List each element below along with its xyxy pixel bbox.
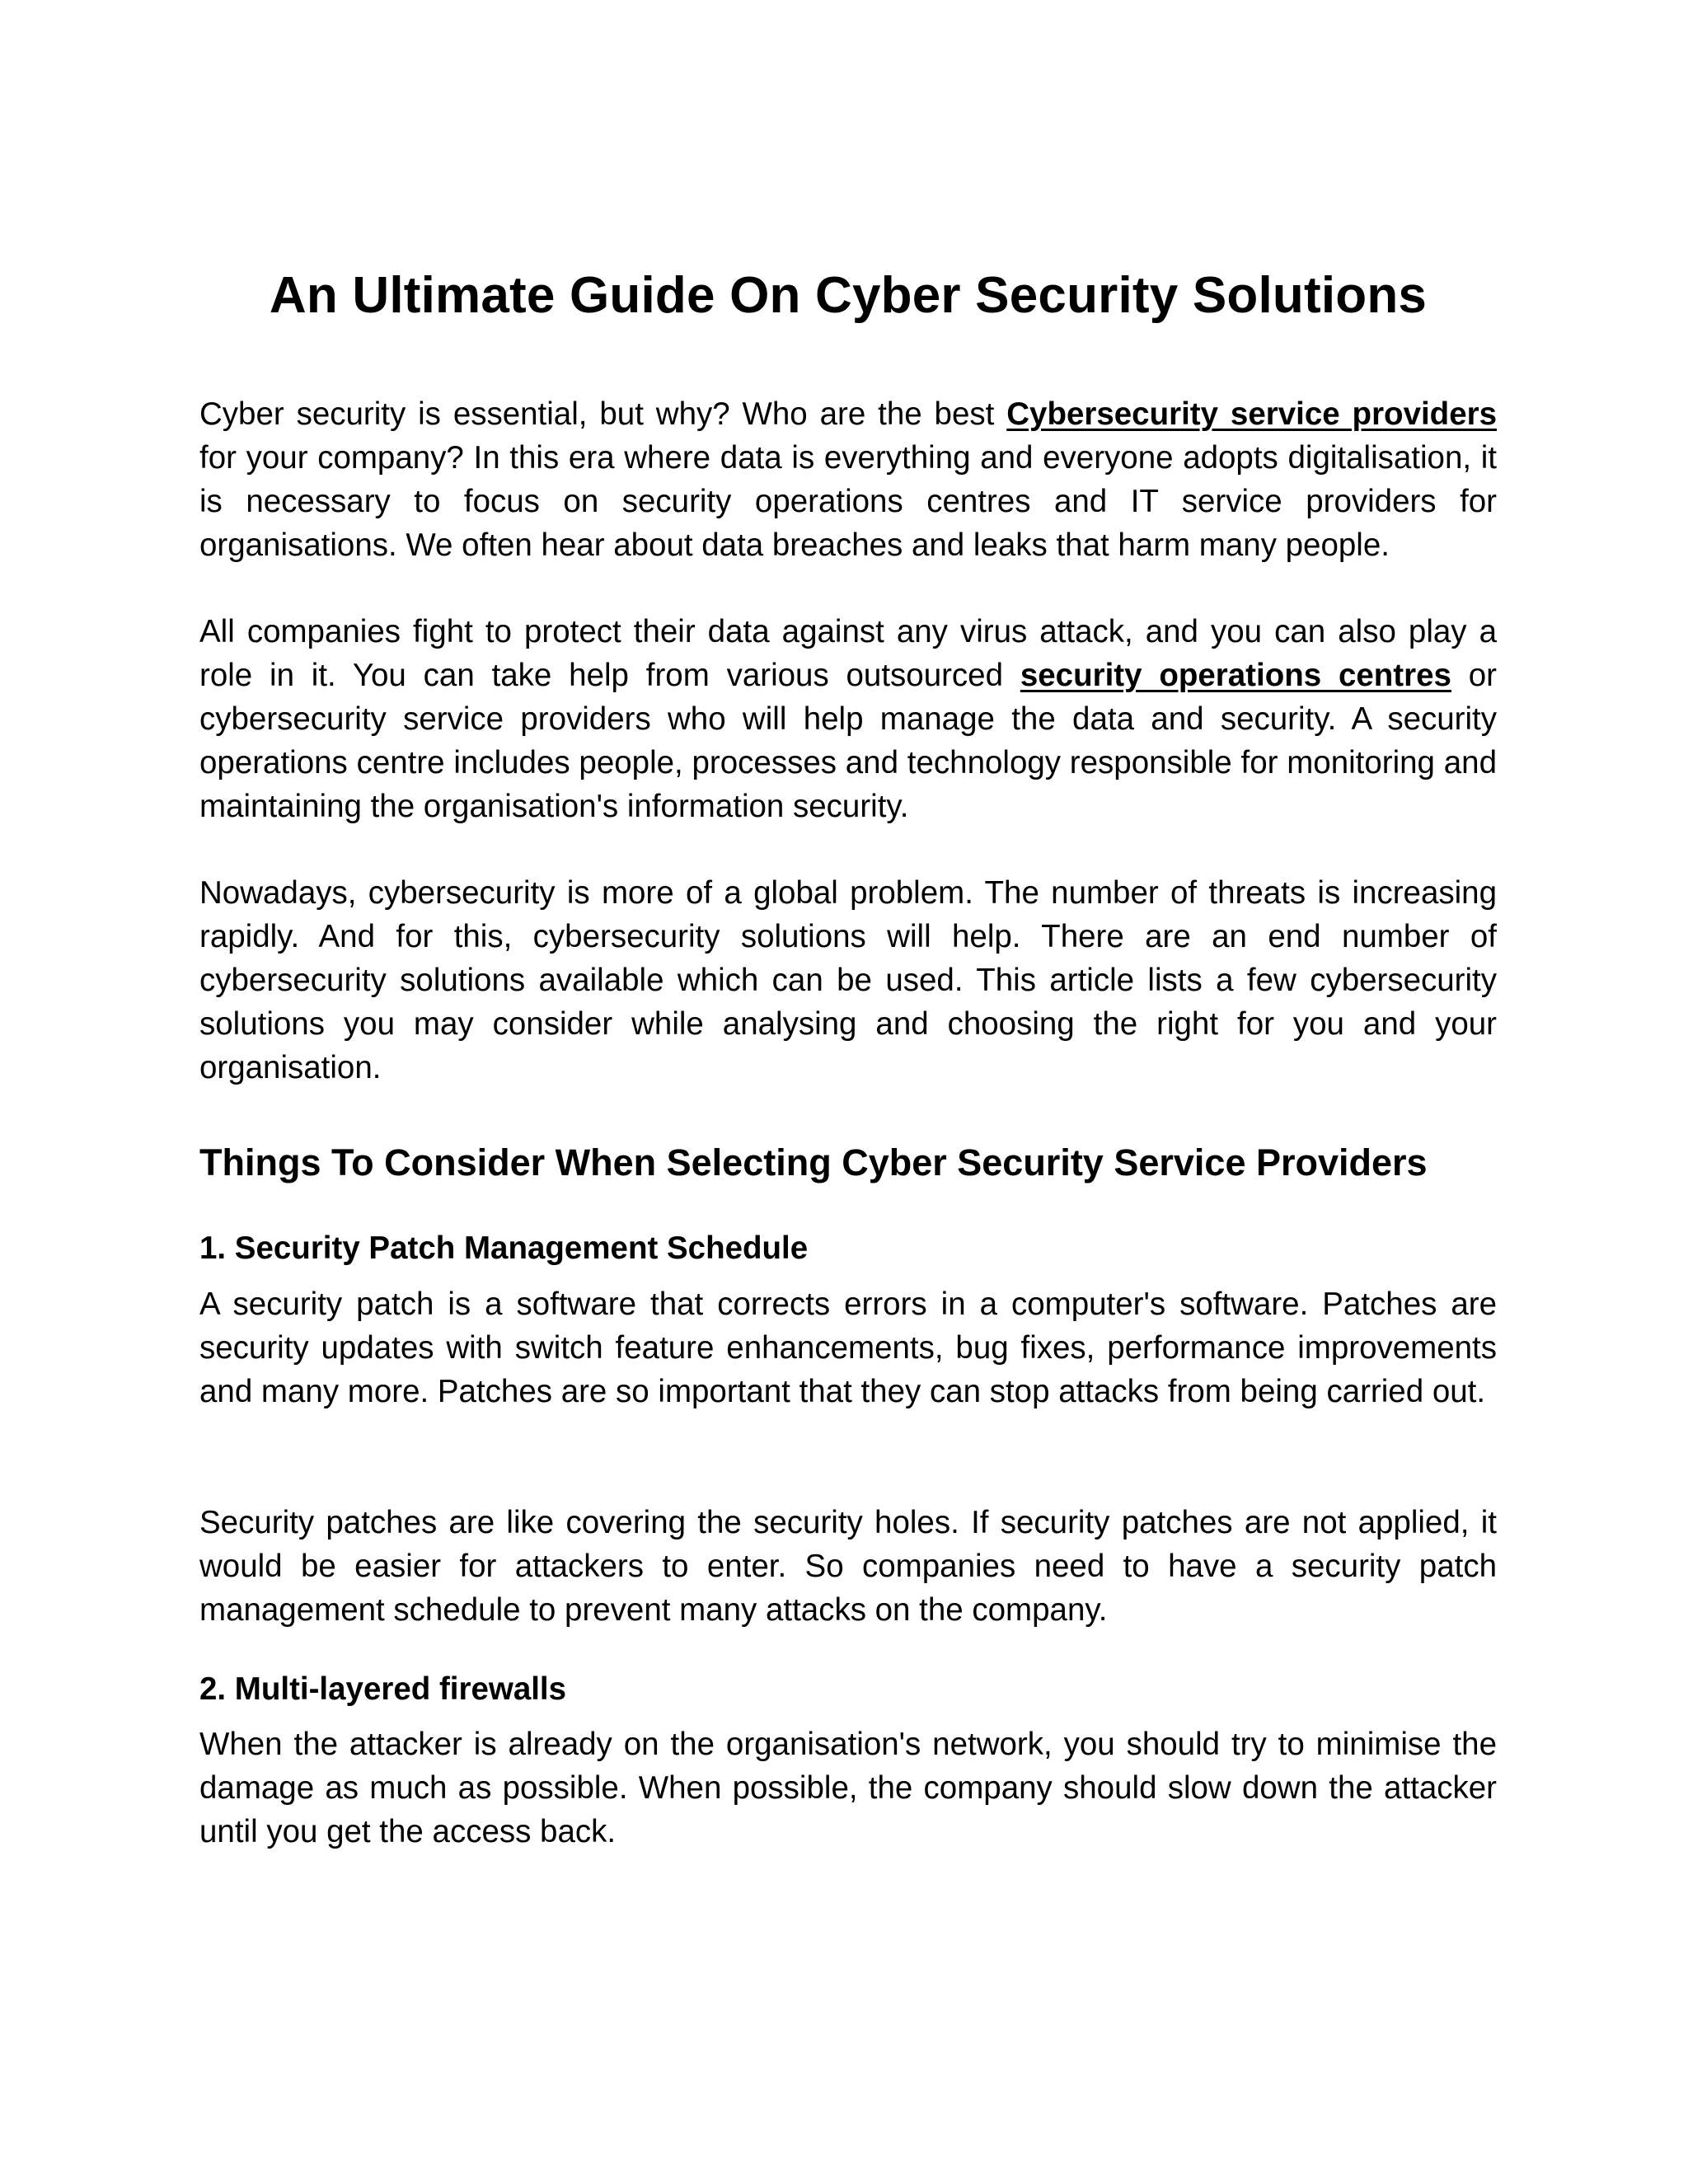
item-2-heading: 2. Multi-layered firewalls (199, 1671, 567, 1707)
intro-p1-text-start: Cyber security is essential, but why? Who are the best (199, 396, 1007, 432)
section-heading: Things To Consider When Selecting Cyber Security Service Providers (199, 1141, 1428, 1183)
intro-paragraph-2 (199, 610, 1497, 828)
intro-paragraph-1 (199, 392, 1497, 567)
cybersecurity-service-providers-link[interactable]: Cybersecurity service providers (1006, 396, 1498, 432)
intro-paragraph-3: Nowadays, cybersecurity is more of a global problem. The number of threats is increasing rapidly. And for this, cybersecurity solutions will help. There are an end number of cybersecurity solutions available which can be used. This article lists a few cybersecurity solutions you may consider while analysing and choosing the right for you and your organisation. (199, 875, 1497, 1085)
item-1-heading: 1. Security Patch Management Schedule (199, 1230, 809, 1266)
item-1-paragraph-1: A security patch is a software that corrects errors in a computer's software. Patches are security updates with switch feature enhancements, bug fixes, performance improvements and many more. Patches are so important that they can stop attacks from being carried out. (199, 1286, 1497, 1409)
security-operations-centres-link[interactable]: security operations centres (1020, 658, 1451, 693)
item-2-paragraph-1: When the attacker is already on the organisation's network, you should try to minimise the damage as much as possible. When possible, the company should slow down the attacker until you get the access back. (199, 1727, 1497, 1849)
item-1-paragraph-2: Security patches are like covering the security holes. If security patches are not applied, it would be easier for attackers to enter. So companies need to have a security patch management schedule to prevent many attacks on the company. (199, 1505, 1497, 1628)
document-title: An Ultimate Guide On Cyber Security Solutions (269, 267, 1428, 324)
intro-p2-text-start: All companies fight to protect their data against any virus attack, and you can also play a role in it. You can take help from various outsourced (199, 614, 1497, 693)
intro-p1-text-end: for your company? In this era where data is everything and everyone adopts digitalisation, it is necessary to focus on security operations centres and IT service providers for organisations. We often hear about data breaches and leaks that harm many people. (199, 440, 1497, 563)
intro-p2-text-end: or cybersecurity service providers who will help manage the data and security. A security operations centre includes people, processes and technology responsible for monitoring and maintaining the organisation's information security. (199, 658, 1497, 824)
